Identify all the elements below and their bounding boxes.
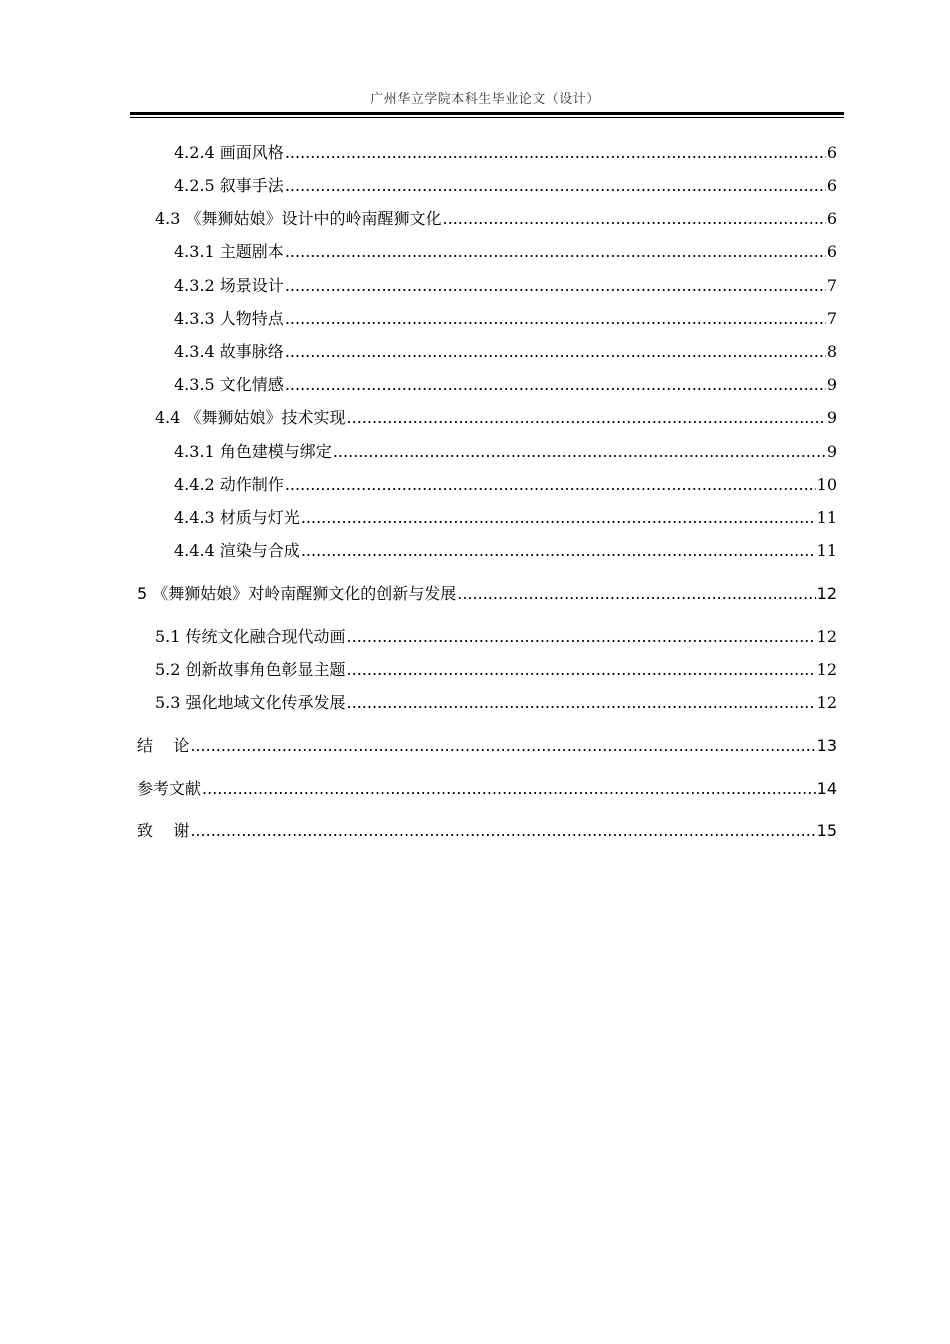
toc-page-number: 6 (826, 176, 837, 195)
toc-entry-4-3-1[interactable] (174, 241, 837, 263)
toc-page-number: 9 (826, 375, 837, 394)
toc-entry-4-2-4[interactable] (174, 142, 837, 164)
toc-page-number: 6 (826, 143, 837, 162)
toc-page-number: 13 (816, 736, 837, 755)
toc-page-number: 6 (826, 242, 837, 261)
header-rule-thick (130, 112, 844, 115)
toc-entry-4-3-4[interactable] (174, 341, 837, 363)
toc-page-number: 7 (826, 276, 837, 295)
toc-entry-label: 4.3.3 人物特点 (174, 309, 284, 328)
toc-entry-label: 5.1 传统文化融合现代动画 (155, 627, 346, 646)
toc-dot-leader (443, 208, 826, 230)
toc-page-number: 6 (826, 209, 837, 228)
toc-entry-references[interactable] (137, 778, 837, 800)
toc-dot-leader (347, 659, 816, 681)
toc-page-number: 9 (826, 408, 837, 427)
toc-entry-acknowledgements[interactable] (137, 820, 837, 842)
toc-page-number: 11 (816, 508, 837, 527)
toc-dot-leader (347, 407, 826, 429)
toc-entry-5-2[interactable] (155, 659, 837, 681)
toc-dot-leader (457, 583, 815, 605)
toc-entry-label: 5 《舞狮姑娘》对岭南醒狮文化的创新与发展 (137, 584, 457, 603)
toc-entry-4-3-3[interactable] (174, 308, 837, 330)
toc-page-number: 10 (816, 475, 837, 494)
toc-entry-4-3-2[interactable] (174, 275, 837, 297)
toc-entry-chapter-5[interactable] (137, 583, 837, 605)
page-header-title: 广州华立学院本科生毕业论文（设计） (370, 92, 600, 107)
toc-dot-leader (285, 142, 826, 164)
toc-entry-label: 4.3.1 角色建模与绑定 (174, 442, 332, 461)
toc-page-number: 11 (816, 541, 837, 560)
toc-dot-leader (333, 441, 826, 463)
toc-entry-label: 4.4.2 动作制作 (174, 475, 284, 494)
toc-entry-4-2-5[interactable] (174, 175, 837, 197)
toc-entry-4-4-4[interactable] (174, 540, 837, 562)
toc-dot-leader (285, 474, 816, 496)
toc-entry-4-3[interactable] (155, 208, 837, 230)
toc-entry-5-1[interactable] (155, 626, 837, 648)
toc-dot-leader (285, 175, 826, 197)
toc-entry-4-3-5[interactable] (174, 374, 837, 396)
toc-entry-label: 5.3 强化地域文化传承发展 (155, 693, 346, 712)
toc-entry-5-3[interactable] (155, 692, 837, 714)
toc-entry-label: 4.4.4 渲染与合成 (174, 541, 300, 560)
toc-entry-4-4[interactable] (155, 407, 837, 429)
toc-dot-leader (285, 241, 826, 263)
toc-entry-label: 4.4.3 材质与灯光 (174, 508, 300, 527)
toc-dot-leader (190, 735, 815, 757)
header-rule-thin (130, 117, 844, 118)
toc-entry-conclusion[interactable] (137, 735, 837, 757)
toc-page-number: 14 (816, 779, 837, 798)
toc-entry-label: 结 论 (137, 736, 190, 755)
toc-entry-4-3-1-modeling[interactable] (174, 441, 837, 463)
toc-entry-4-4-2[interactable] (174, 474, 837, 496)
toc-entry-label: 5.2 创新故事角色彰显主题 (155, 660, 346, 679)
toc-page-number: 12 (816, 660, 837, 679)
toc-entry-label: 4.3.5 文化情感 (174, 375, 284, 394)
toc-page-number: 8 (826, 342, 837, 361)
toc-entry-label: 4.4 《舞狮姑娘》技术实现 (155, 408, 346, 427)
toc-dot-leader (190, 820, 815, 842)
toc-dot-leader (347, 692, 816, 714)
toc-entry-label: 4.2.5 叙事手法 (174, 176, 284, 195)
toc-dot-leader (285, 341, 826, 363)
toc-page-number: 9 (826, 442, 837, 461)
toc-dot-leader (301, 540, 816, 562)
toc-entry-label: 参考文献 (137, 779, 202, 798)
toc-page-number: 7 (826, 309, 837, 328)
toc-entry-4-4-3[interactable] (174, 507, 837, 529)
toc-dot-leader (285, 308, 826, 330)
toc-page-number: 15 (816, 821, 837, 840)
toc-entry-label: 4.2.4 画面风格 (174, 143, 284, 162)
toc-page-number: 12 (816, 693, 837, 712)
toc-dot-leader (202, 778, 816, 800)
toc-dot-leader (347, 626, 816, 648)
toc-entry-label: 4.3.1 主题剧本 (174, 242, 284, 261)
toc-page-number: 12 (816, 627, 837, 646)
toc-entry-label: 4.3.2 场景设计 (174, 276, 284, 295)
toc-dot-leader (301, 507, 816, 529)
toc-entry-label: 致 谢 (137, 821, 190, 840)
toc-entry-label: 4.3 《舞狮姑娘》设计中的岭南醒狮文化 (155, 209, 442, 228)
toc-page-number: 12 (816, 584, 837, 603)
toc-entry-label: 4.3.4 故事脉络 (174, 342, 284, 361)
toc-dot-leader (285, 275, 826, 297)
toc-dot-leader (285, 374, 826, 396)
